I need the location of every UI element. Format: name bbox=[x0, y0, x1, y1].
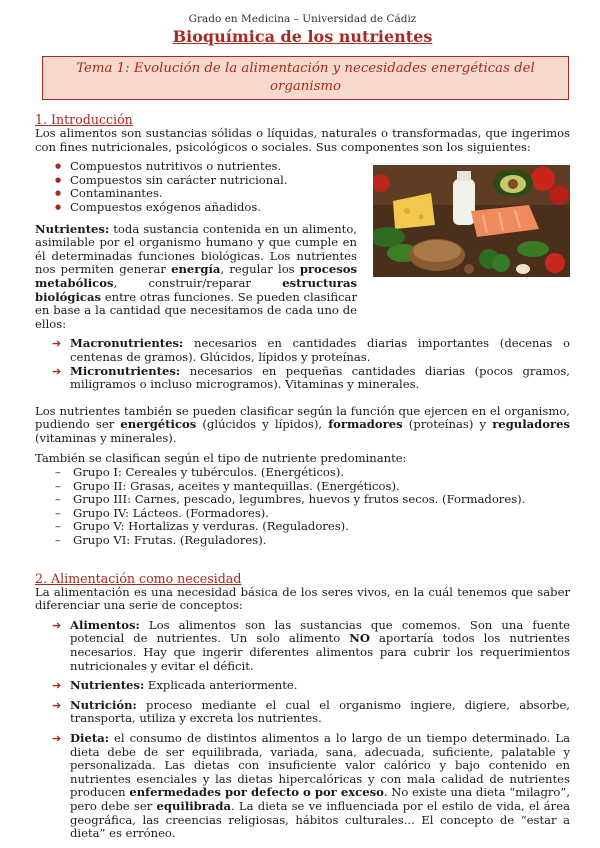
intro-paragraph: Los alimentos son sustancias sólidas o líquidas, naturales o transformadas, que ingerimos con fines nutricionales, psicológicos o sociales. Sus componentes son los siguientes: bbox=[35, 126, 570, 154]
section-title-2: 2. Alimentación como necesidad bbox=[35, 570, 242, 586]
concepts-list bbox=[35, 619, 570, 841]
list-item-dieta: ➔ Dieta: el consumo de distintos alimentos a lo largo de un tiempo determinado. La dieta debe de ser equilibrada, variada, sana, adecuada, suficiente, palatable y personalizada. Las dietas con insuficiente valor calórico y bajo contenido en nutrientes esenciales y las dietas hipercalóricas y con mala calidad de nutrientes producen enfermedades por defecto o por exceso. No existe una dieta “milagro”, pero debe ser equilibrada. La dieta se ve influenciada por el estilo de vida, el área geográfica, las creencias religiosas, hábitos culturales... El concepto de “estar a dieta” es erróneo. bbox=[52, 730, 570, 841]
list-item: – Grupo IV: Lácteos. (Formadores). bbox=[35, 507, 570, 521]
list-item: ● Contaminantes. bbox=[35, 187, 570, 201]
document-page bbox=[35, 12, 570, 841]
topic-banner: Tema 1: Evolución de la alimentación y necesidades energéticas del organismo bbox=[42, 56, 569, 100]
arrow-icon: ➔ bbox=[52, 679, 62, 693]
list-item-macronutrientes: ➔ Macronutrientes: necesarios en cantidades diarias importantes (decenas o centenas de gramos). Glúcidos, lípidos y proteínas. bbox=[52, 336, 570, 364]
section-title-1: 1. Introducción bbox=[35, 112, 133, 127]
list-item-alimentos: ➔ Alimentos: Los alimentos son las sustancias que comemos. Son una fuente potencial de nutrientes. Un solo alimento NO aportaría todos los nutrientes necesarios. Hay que ingerir diferentes alimentos para cubrir los requerimientos nutricionales y evitar el déficit. bbox=[52, 617, 570, 673]
term-nutrientes: Nutrientes: bbox=[35, 221, 110, 236]
list-item: – Grupo I: Cereales y tubérculos. (Energéticos). bbox=[35, 466, 570, 480]
groups-intro: También se clasifican según el tipo de nutriente predominante: bbox=[35, 451, 407, 466]
list-item: ● Compuestos exógenos añadidos. bbox=[35, 201, 570, 215]
arrow-icon: ➔ bbox=[52, 337, 62, 351]
s2-intro-paragraph: La alimentación es una necesidad básica de los seres vivos, en la cuál tenemos que saber diferenciar una serie de conceptos: bbox=[35, 584, 570, 613]
arrow-icon: ➔ bbox=[52, 731, 62, 745]
food-illustration bbox=[373, 165, 570, 277]
list-item: – Grupo VI: Frutas. (Reguladores). bbox=[35, 534, 570, 548]
list-item-nutricion: ➔ Nutrición: proceso mediante el cual el organismo ingiere, digiere, absorbe, transporta, utiliza y excreta los nutrientes. bbox=[52, 697, 570, 726]
document-title: Bioquímica de los nutrientes bbox=[172, 27, 433, 46]
section-alimentacion bbox=[35, 571, 570, 841]
food-groups-list bbox=[35, 466, 570, 548]
list-item: ● Compuestos sin carácter nutricional. bbox=[35, 174, 570, 188]
list-item: ● Compuestos nutritivos o nutrientes. bbox=[35, 160, 570, 174]
list-item: – Grupo V: Hortalizas y verduras. (Reguladores). bbox=[35, 520, 570, 534]
arrow-icon: ➔ bbox=[52, 618, 62, 632]
list-item: – Grupo II: Grasas, aceites y mantequillas. (Energéticos). bbox=[35, 480, 570, 494]
course-header: Grado en Medicina – Universidad de Cádiz bbox=[188, 13, 417, 25]
function-classification-paragraph: Los nutrientes también se pueden clasificar según la función que ejercen en el organismo, pudiendo ser energéticos (glúcidos y lípidos), formadores (proteínas) y reguladores (vitaminas y minerales). bbox=[35, 403, 570, 445]
arrow-icon: ➔ bbox=[52, 698, 62, 712]
quantity-classification-list bbox=[35, 337, 570, 391]
list-item-nutrientes: ➔ Nutrientes: Explicada anteriormente. bbox=[52, 678, 298, 693]
list-item-micronutrientes: ➔ Micronutrientes: necesarios en pequeñas cantidades diarias (pocos gramos, miligramos o incluso microgramos). Vitaminas y minerales. bbox=[52, 363, 570, 392]
nutrientes-definition: Nutrientes: toda sustancia contenida en un alimento, asimilable por el organismo humano y que cumple en él determinadas funciones biológicas. Los nutrientes nos permiten generar energía, regular los procesos metabólicos, construir/reparar estructuras biológicas entre otras funciones. Se pueden clasificar en base a la cantidad que necesitamos de cada uno de ellos: bbox=[35, 221, 357, 331]
healthy-food-image bbox=[373, 165, 570, 277]
arrow-icon: ➔ bbox=[52, 364, 62, 378]
list-item: – Grupo III: Carnes, pescado, legumbres, huevos y frutos secos. (Formadores). bbox=[35, 493, 570, 507]
